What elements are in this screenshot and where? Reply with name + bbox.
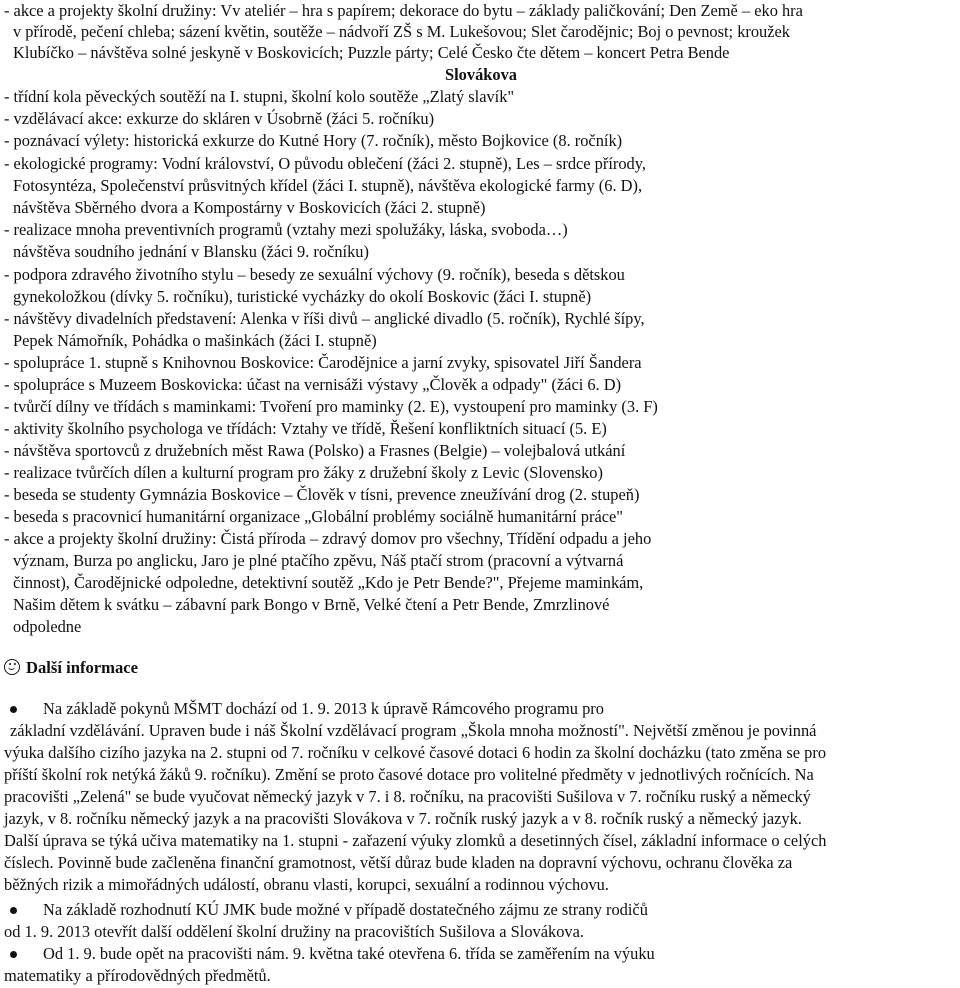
info-line: základní vzdělávání. Upraven bude i náš Školní vzdělávací program „Škola mnoha možností". Největší změnou je povinná [10, 721, 817, 740]
info-line: jazyk, v 8. ročníku německý jazyk a na pracovišti Slovákova v 7. ročník ruský jazyk a v 8. ročník ruský a německý jazyk. [4, 809, 802, 828]
info-line: číslech. Povinně bude začleněna finanční gramotnost, větší důraz bude kladen na dopravní výchovu, ochranu člověka za [4, 853, 793, 872]
activity-line: - beseda s pracovnicí humanitární organizace „Globální problémy sociálně humanitární práce" [4, 507, 623, 526]
activity-line: Fotosyntéza, Společenství průsvitných křídel (žáci I. stupně), návštěva ekologické farmy (6. D), [13, 176, 643, 195]
smiley-icon [4, 659, 20, 675]
activity-line: odpoledne [13, 617, 82, 636]
info-line: Na základě pokynů MŠMT dochází od 1. 9. 2013 k úpravě Rámcového programu pro [43, 699, 604, 718]
activity-line: - třídní kola pěveckých soutěží na I. stupni, školní kolo soutěže „Zlatý slavík" [4, 87, 515, 106]
activity-line: - ekologické programy: Vodní království, O původu oblečení (žáci 2. stupně), Les – srdce přírody, [4, 154, 646, 173]
activity-line: - akce a projekty školní družiny: Vv ateliér – hra s papírem; dekorace do bytu – základy paličkování; Den Země – eko hra [4, 1, 803, 20]
section-heading-text: Další informace [26, 658, 138, 677]
info-line: výuka dalšího cizího jazyka na 2. stupni od 7. ročníku v celkové časové dotaci 6 hodin za školní docházku (tato změna se pro [4, 743, 827, 762]
activity-line: - poznávací výlety: historická exkurze do Kutné Hory (7. ročník), město Bojkovice (8. ročník) [4, 131, 623, 150]
activity-line: Klubíčko – návštěva solné jeskyně v Boskovicích; Puzzle párty; Celé Česko čte dětem – koncert Petra Bende [13, 43, 730, 62]
activity-line: - akce a projekty školní družiny: Čistá příroda – zdravý domov pro všechny, Třídění odpadu a jeho [4, 529, 652, 548]
activity-line: - spolupráce 1. stupně s Knihovnou Boskovice: Čarodějnice a jarní zvyky, spisovatel Jiří Šandera [4, 353, 642, 372]
info-line: od 1. 9. 2013 otevřít další oddělení školní družiny na pracovištích Sušilova a Slovákova. [4, 922, 584, 941]
activity-line: Našim dětem k svátku – zábavní park Bongo v Brně, Velké čtení a Petr Bende, Zmrzlinové [13, 595, 610, 614]
info-line: matematiky a přírodovědných předmětů. [4, 966, 271, 985]
activity-line: v přírodě, pečení chleba; sázení květin, soutěže – nádvoří ZŠ s M. Lukešovou; Slet čarodějnic; Boj o pevnost; kroužek [13, 22, 790, 41]
info-line: Od 1. 9. bude opět na pracovišti nám. 9. května také otevřena 6. třída se zaměřením na výuku [43, 944, 655, 963]
section-heading [4, 658, 138, 678]
activity-line: gynekoložkou (dívky 5. ročníku), turistické vycházky do okolí Boskovic (žáci I. stupně) [13, 287, 592, 306]
activity-line: návštěva soudního jednání v Blansku (žáci 9. ročníku) [13, 242, 369, 261]
activity-line: Slovákova [445, 65, 517, 84]
info-line: Na základě rozhodnutí KÚ JMK bude možné v případě dostatečného zájmu ze strany rodičů [43, 900, 648, 919]
activity-line: - realizace tvůrčích dílen a kulturní program pro žáky z družební školy z Levic (Slovensko) [4, 463, 603, 482]
activity-line: význam, Burza po anglicku, Jaro je plné ptačího zpěvu, Náš ptačí strom (pracovní a výtvarná [13, 551, 624, 570]
activity-line: - podpora zdravého životního stylu – besedy ze sexuální výchovy (9. ročník), beseda s dětskou [4, 265, 625, 284]
activity-line: Pepek Námořník, Pohádka o mašinkách (žáci I. stupně) [13, 331, 377, 350]
bullet-icon [10, 706, 17, 713]
activity-line: - beseda se studenty Gymnázia Boskovice – Člověk v tísni, prevence zneužívání drog (2. stupeň) [4, 485, 640, 504]
activity-line: návštěva Sběrného dvora a Kompostárny v Boskovicích (žáci 2. stupně) [13, 198, 486, 217]
info-line: Další úprava se týká učiva matematiky na 1. stupni - zařazení výuky zlomků a desetinných čísel, základní informace o celých [4, 831, 827, 850]
info-line: běžných rizik a mimořádných událostí, obranu vlasti, korupci, sexuální a rodinnou výchovu. [4, 875, 609, 894]
info-line: pracovišti „Zelená" se bude vyučovat německý jazyk v 7. i 8. ročníku, na pracovišti Sušilova v 7. ročníku ruský a německý [4, 787, 811, 806]
activity-line: - aktivity školního psychologa ve třídách: Vztahy ve třídě, Řešení konfliktních situací (5. E) [4, 419, 607, 438]
activity-line: - vzdělávací akce: exkurze do skláren v Úsobrně (žáci 5. ročníku) [4, 109, 435, 128]
activity-line: - realizace mnoha preventivních programů (vztahy mezi spolužáky, láska, svoboda…) [4, 220, 568, 239]
activity-line: - návštěva sportovců z družebních měst Rawa (Polsko) a Frasnes (Belgie) – volejbalová utkání [4, 441, 626, 460]
bullet-icon [10, 951, 17, 958]
activity-line: - návštěvy divadelních představení: Alenka v říši divů – anglické divadlo (5. ročník), Rychlé šípy, [4, 309, 645, 328]
info-line: příští školní rok netýká žáků 9. ročníku). Změní se proto časové dotace pro volitelné předměty v jednotlivých ročnících. Na [4, 765, 814, 784]
activity-line: - spolupráce s Muzeem Boskovicka: účast na vernisáži výstavy „Člověk a odpady" (žáci 6. D) [4, 375, 622, 394]
activity-line: činnost), Čarodějnické odpoledne, detektivní soutěž „Kdo je Petr Bende?", Přejeme maminkám, [13, 573, 644, 592]
bullet-icon [10, 907, 17, 914]
activity-line: - tvůrčí dílny ve třídách s maminkami: Tvoření pro maminky (2. E), vystoupení pro maminky (3. F) [4, 397, 658, 416]
